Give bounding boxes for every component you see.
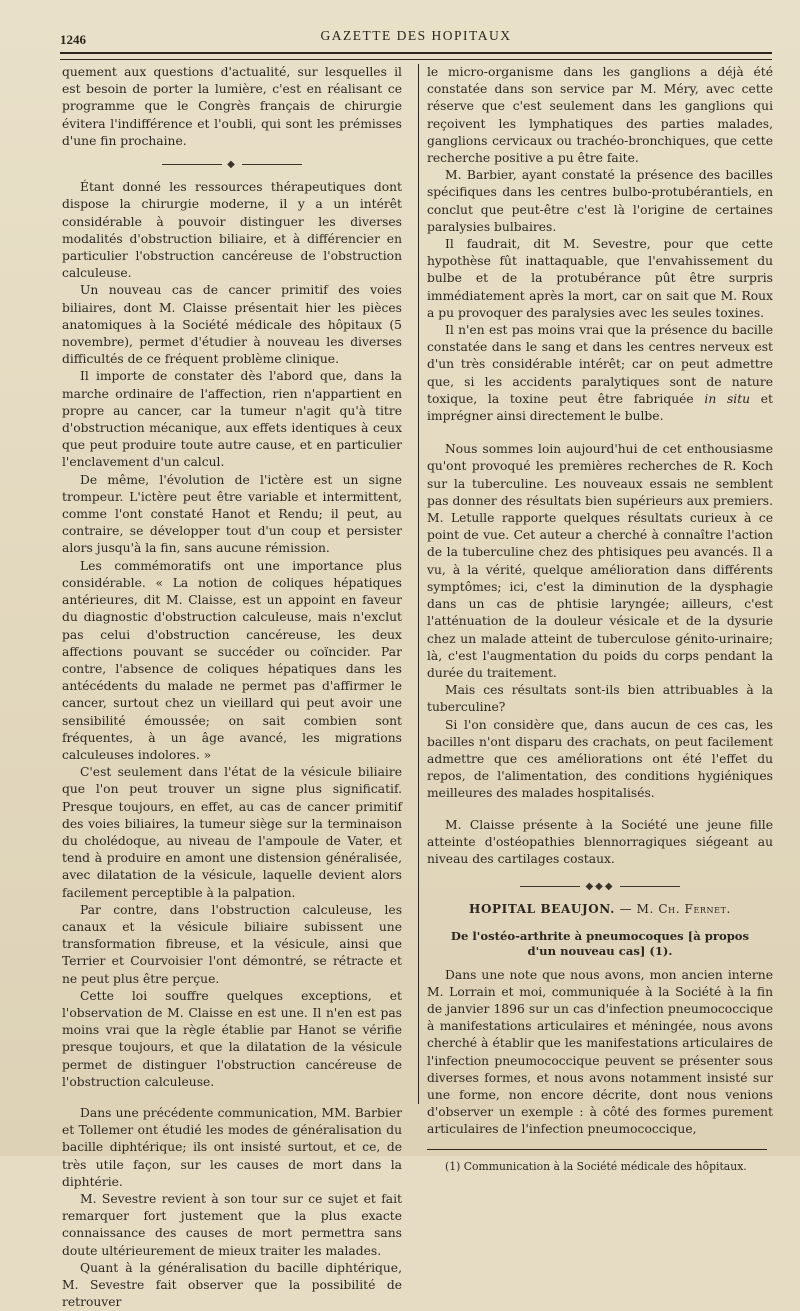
paragraph: le micro-organisme dans les ganglions a déjà été constatée dans son service par M. Méry, avec cette réserve que c'est seulement dans les ganglions qui reçoivent les lymphatiques des parties malades, ganglions cervicaux ou trachéo-bronchiques, que cette recherche positive a pu être faite. [427,65,773,166]
article-subtitle: De l'ostéo-arthrite à pneumocoques [à propos d'un nouveau cas] (1). [450,928,750,958]
page-number: 1246 [60,32,86,47]
section-doctor: — M. Ch. Fernet. [619,902,731,917]
footnote-rule [427,1149,767,1150]
paragraph: M. Barbier, ayant constaté la présence des bacilles spécifiques dans les centres bulbo-protubérantiels, en conclut que peut-être c'est là l'origine de certaines paralysies bulbaires. [427,168,773,234]
page-header [60,26,772,50]
paragraph-text: et imprégner ainsi directement le bulbe. [427,391,773,424]
section-title [427,901,773,918]
paragraph: Cette loi souffre quelques exceptions, et l'observation de M. Claisse en est une. Il n'en est pas moins vrai que la règle établie par Hanot se vérifie presque toujours, et que la dilatation de la vésicule permet de distinguer l'obstruction cancéreuse de l'obstruction calculeuse. [62,988,402,1089]
paragraph: Un nouveau cas de cancer primitif des voies biliaires, dont M. Claisse présentait hier les pièces anatomiques à la Société médicale des hôpitaux (5 novembre), permet d'étudier à nouveau les diverses difficultés de ce fréquent problème clinique. [62,283,402,367]
right-column [427,64,773,1175]
paragraph: De même, l'évolution de l'ictère est un signe trompeur. L'ictère peut être variable et intermittent, comme l'ont constaté Hanot et Rendu; il peut, au contraire, se développer tout d'un coup et persister alors jusqu'à la fin, sans aucune rémission. [62,472,402,556]
paragraph: Dans une précédente communication, MM. Barbier et Tollemer ont étudié les modes de généralisation du bacille diphtérique; ils ont insisté surtout, et ce, de très utile façon, sur les causes de mort dans la diphtérie. [62,1105,402,1189]
paragraph: Par contre, dans l'obstruction calculeuse, les canaux et la vésicule biliaire subissent une transformation fibreuse, et la vésicule, ainsi que Terrier et Courvoisier l'ont démontré, se rétracte et ne peut plus être perçue. [62,902,402,986]
paragraph: Si l'on considère que, dans aucun de ces cas, les bacilles n'ont disparu des crachats, on peut facilement admettre que ces améliorations ont été l'effet du repos, de l'alimentation, des conditions hygiéniques meilleures des malades hospitalisés. [427,717,773,801]
paragraph: M. Claisse présente à la Société une jeune fille atteinte d'ostéopathies blennorragiques siégeant au niveau des cartilages costaux. [427,817,773,866]
paragraph: Quant à la généralisation du bacille diphtérique, M. Sevestre fait observer que la possibilité de retrouver [62,1260,402,1310]
paragraph: quement aux questions d'actualité, sur lesquelles il est besoin de porter la lumière, c'est en réalisant ce programme que le Congrès français de chirurgie évitera l'indifférence et l'oubli, qui sont les prémisses d'une fin prochaine. [62,65,402,148]
paragraph: Il faudrait, dit M. Sevestre, pour que cette hypothèse fût inattaquable, que l'envahissement du bulbe et de la protubérance pût être surpris immédiatement après la mort, car on sait que M. Roux a pu provoquer des paralysies avec les seules toxines. [427,237,773,320]
separator-ornament: ◆◆◆ [427,878,773,895]
paragraph [427,322,773,425]
paragraph: Mais ces résultats sont-ils bien attribuables à la tuberculine? [427,683,773,715]
paragraph: Nous sommes loin aujourd'hui de cet enthousiasme qu'ont provoqué les premières recherches de R. Koch sur la tuberculine. Les nouveaux essais ne semblent pas donner des résultats bien supérieurs aux premiers. M. Letulle rapporte quelques résultats curieux à ce point de vue. Cet auteur a cherché à connaître l'action de la tuberculine chez des phtisiques peu avancés. Il a vu, à la vérité, quelque amélioration dans différents symptômes; ici, c'est la diminution de la dysphagie dans un cas de phtisie laryngée; ailleurs, c'est l'atténuation de la douleur vésicale et de la dysurie chez un malade atteint de tuberculose génito-urinaire; là, c'est l'augmentation du poids du corps pendant la durée du traitement. [427,442,773,680]
hospital-name: HOPITAL BEAUJON. [469,902,615,917]
paragraph: C'est seulement dans l'état de la vésicule biliaire que l'on peut trouver un signe plus significatif. Presque toujours, en effet, au cas de cancer primitif des voies biliaires, la tumeur siège sur la terminaison du cholédoque, au niveau de l'ampoule de Vater, et tend à produire en amont une distension généralisée, avec dilatation de la vésicule, laquelle devient alors facilement perceptible à la palpation. [62,765,402,900]
paragraph: M. Sevestre revient à son tour sur ce sujet et fait remarquer fort justement que la plus exacte connaissance des causes de mort permettra sans doute ultérieurement de mieux traiter les malades. [62,1192,402,1258]
footnote: (1) Communication à la Société médicale des hôpitaux. [445,1159,747,1173]
paragraph: Les commémoratifs ont une importance plus considérable. « La notion de coliques hépatiques antérieures, dit M. Claisse, est un appoint en faveur du diagnostic d'obstruction calculeuse, mais n'exclut pas celui d'obstruction cancéreuse, les deux affections pouvant se succéder ou coïncider. Par contre, l'absence de coliques hépatiques dans les antécédents du malade ne permet pas d'affirmer le cancer, surtout chez un vieillard qui peut avoir une sensibilité émoussée; on sait combien sont fréquentes, à un âge avancé, les migrations calculeuses indolores. » [62,558,402,762]
paragraph: Étant donné les ressources thérapeutiques dont dispose la chirurgie moderne, il y a un intérêt considérable à pouvoir distinguer les diverses modalités d'obstruction biliaire, et à différencier en particulier l'obstruction cancéreuse de l'obstruction calculeuse. [62,180,402,281]
running-title: GAZETTE DES HOPITAUX [320,28,512,43]
left-column [62,64,402,1311]
header-rule [60,52,772,60]
separator-ornament: ◆ [62,156,402,173]
paragraph: Il importe de constater dès l'abord que, dans la marche ordinaire de l'affection, rien n'appartient en propre au cancer, car la tumeur n'agit qu'à titre d'obstruction mécanique, aux effets identiques à ceux que peut produire toute autre cause, et en particulier l'enclavement d'un calcul. [62,369,402,470]
paragraph-text: Il n'en est pas moins vrai que la présence du bacille constatée dans le sang et dans les centres nerveux est d'un très considérable intérêt; car on peut admettre que, si les accidents paralytiques sont de nature toxique, la toxine peut être fabriquée [427,323,773,406]
paragraph: Dans une note que nous avons, mon ancien interne M. Lorrain et moi, communiquée à la Société à la fin de janvier 1896 sur un cas d'infection pneumococcique à manifestations articulaires et méningée, nous avons cherché à établir que les manifestations articulaires de l'infection pneumococcique peuvent se présenter sous diverses formes, et nous avons notamment insisté sur une forme, non encore décrite, dont nous venions d'observer un exemple : à côté des formes purement articulaires de l'infection pneumococcique, [427,967,773,1137]
column-divider [418,64,419,1104]
italic-term: in situ [704,391,751,406]
